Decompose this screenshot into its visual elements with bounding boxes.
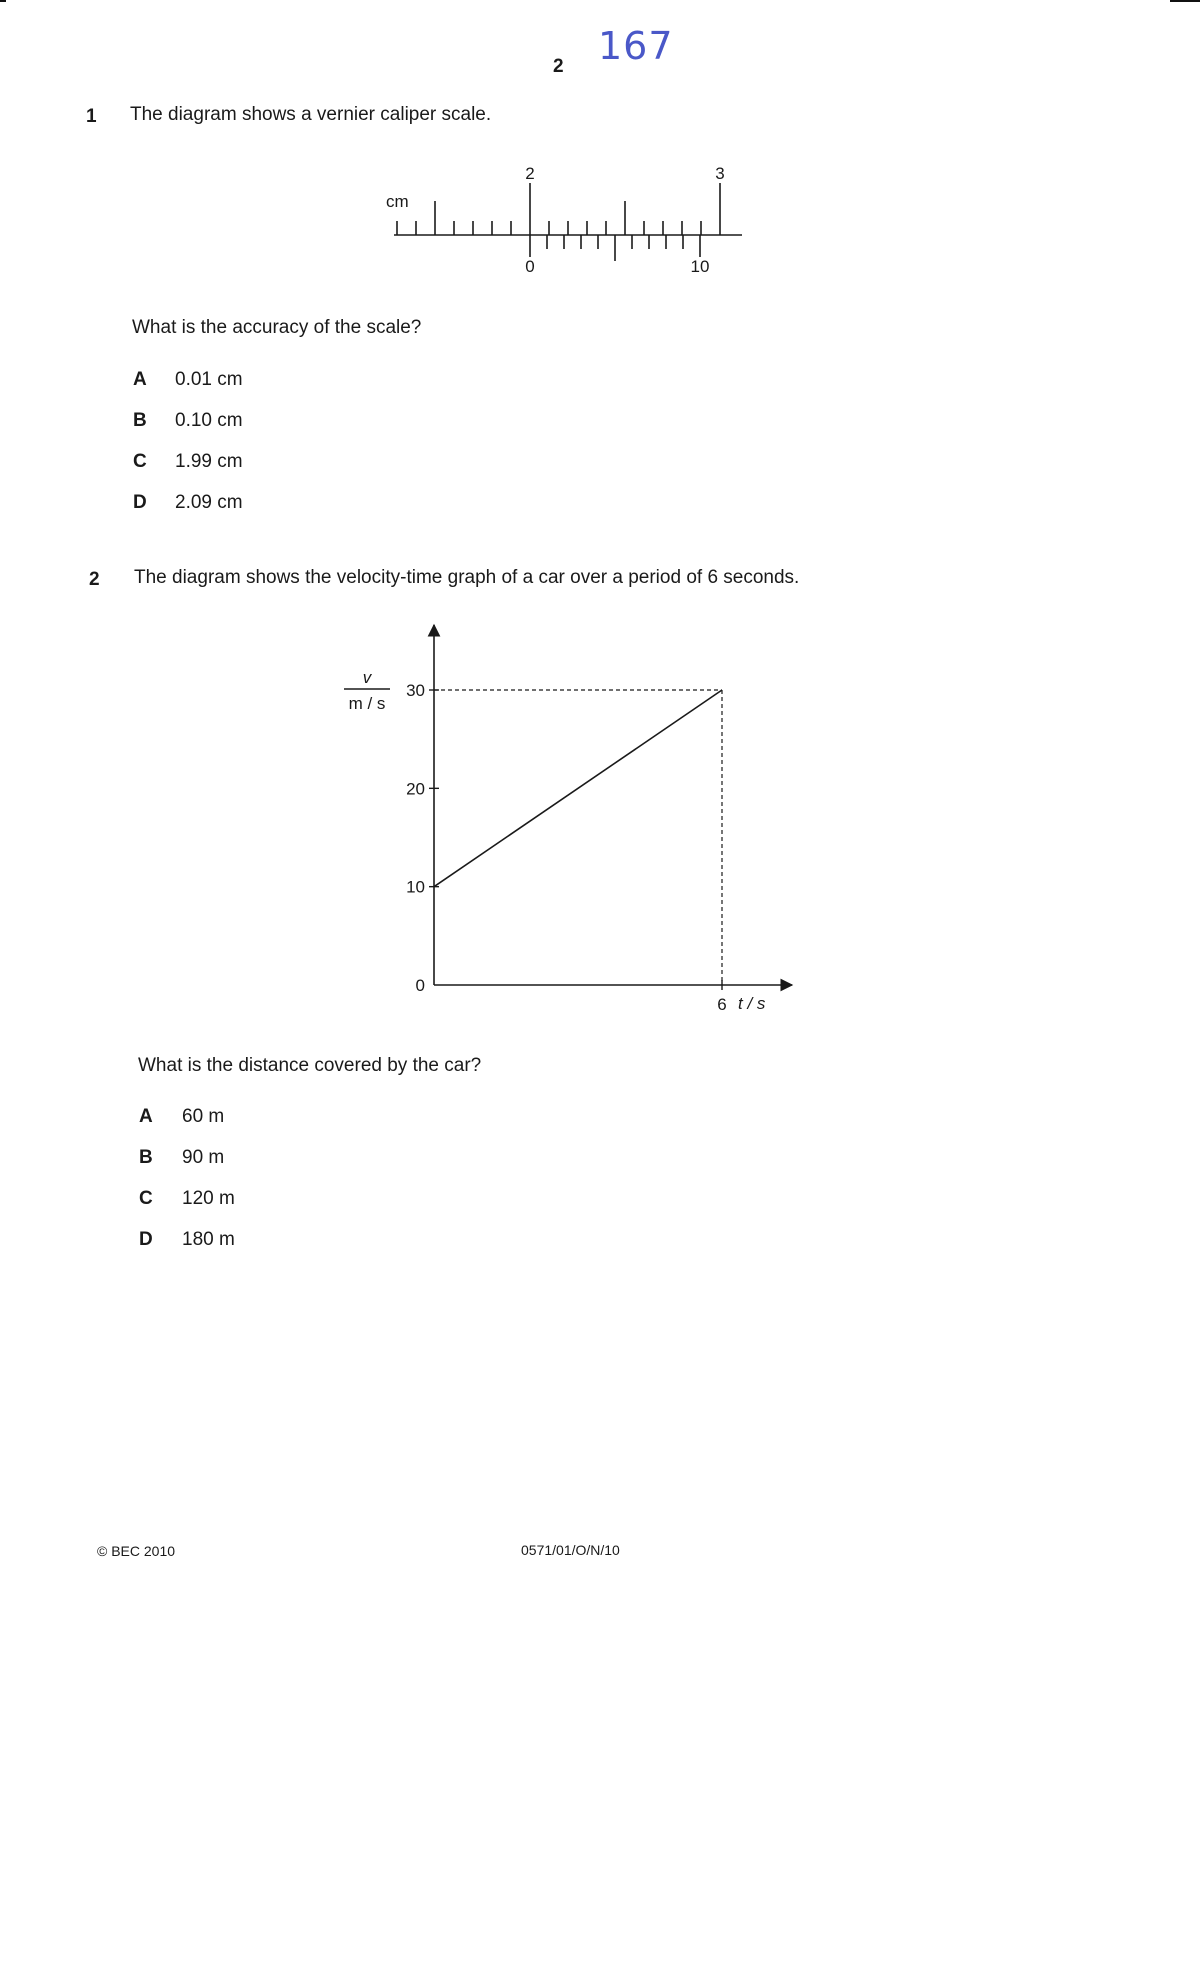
option-c-value[interactable]: 1.99 cm	[175, 451, 243, 472]
option-a-letter: A	[139, 1106, 153, 1127]
vernier-label-10: 10	[690, 257, 710, 276]
option-c-letter: C	[133, 451, 147, 472]
option-b-value[interactable]: 0.10 cm	[175, 410, 243, 431]
main-label-2: 2	[525, 164, 535, 183]
vernier-label-0: 0	[525, 257, 535, 276]
footer-code: 0571/01/O/N/10	[521, 1542, 620, 1558]
option-b-value[interactable]: 90 m	[182, 1147, 225, 1168]
option-d-value[interactable]: 2.09 cm	[175, 492, 243, 513]
option-d-letter: D	[133, 492, 147, 513]
main-label-3: 3	[715, 164, 725, 183]
main-scale	[397, 183, 720, 235]
y-tick-label: 10	[406, 877, 425, 897]
option-b-letter: B	[133, 410, 147, 431]
question-2-prompt: What is the distance covered by the car?	[138, 1055, 482, 1076]
question-1-text: The diagram shows a vernier caliper scale.	[130, 104, 492, 125]
option-d-letter: D	[139, 1229, 153, 1250]
handwritten-mark: 167	[598, 24, 674, 68]
option-a-letter: A	[133, 369, 147, 390]
velocity-line	[434, 690, 722, 887]
y-tick-label: 30	[406, 681, 425, 700]
option-b-letter: B	[139, 1147, 153, 1168]
velocity-time-graph	[330, 615, 800, 1025]
question-2-number: 2	[89, 569, 100, 590]
x-axis-label: t / s	[738, 994, 766, 1013]
vernier-caliper-diagram	[380, 155, 750, 280]
option-c-value[interactable]: 120 m	[182, 1188, 235, 1209]
footer-copyright: © BEC 2010	[97, 1543, 176, 1559]
y-axis-label-bottom: m / s	[348, 694, 386, 713]
y-tick-label: 20	[406, 779, 425, 799]
question-2-text: The diagram shows the velocity-time graph of a car over a period of 6 seconds.	[134, 567, 800, 588]
option-c-letter: C	[139, 1188, 153, 1209]
y-tick-label: 0	[415, 976, 425, 995]
y-axis-label-top: v	[362, 668, 372, 687]
unit-label: cm	[386, 192, 409, 211]
option-d-value[interactable]: 180 m	[182, 1229, 235, 1250]
option-a-value[interactable]: 60 m	[182, 1106, 225, 1127]
page-number: 2	[553, 56, 564, 77]
question-1-prompt: What is the accuracy of the scale?	[132, 317, 422, 338]
question-1-number: 1	[86, 106, 97, 127]
option-a-value[interactable]: 0.01 cm	[175, 369, 243, 390]
x-tick-label: 6	[717, 995, 727, 1014]
scan-edge-mark	[1170, 0, 1200, 2]
vernier-scale	[530, 235, 700, 261]
scan-edge-mark	[0, 0, 6, 2]
